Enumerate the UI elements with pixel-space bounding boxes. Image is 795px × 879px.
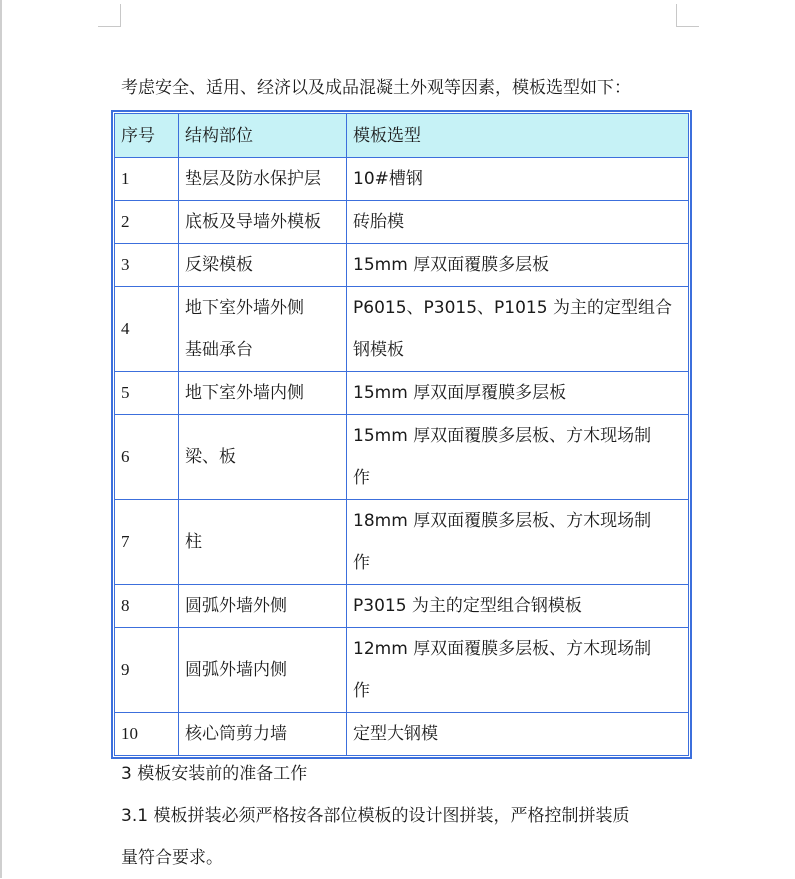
row-formwork-type	[347, 500, 689, 585]
structure-part-line: 底板及导墙外模板	[185, 212, 321, 232]
structure-part-line: 核心筒剪力墙	[185, 724, 287, 744]
section-heading: 3 模板安装前的准备工作	[121, 764, 308, 784]
margin-corner-mark-right	[676, 4, 699, 27]
structure-part-line: 反梁模板	[185, 255, 253, 275]
structure-part-line: 地下室外墙内侧	[185, 383, 304, 403]
table-row	[115, 500, 689, 585]
formwork-type-line: 砖胎模	[353, 212, 404, 232]
formwork-type-line: 作	[353, 681, 370, 701]
row-seq-no: 3	[115, 244, 179, 287]
table-row	[115, 244, 689, 287]
row-seq-no: 2	[115, 201, 179, 244]
formwork-type-line: 15mm 厚双面覆膜多层板	[353, 255, 550, 275]
table-row	[115, 585, 689, 628]
row-seq-no: 1	[115, 158, 179, 201]
table-row	[115, 201, 689, 244]
page-left-edge	[0, 0, 2, 878]
row-structure-part	[179, 415, 347, 500]
margin-corner-mark-left	[98, 4, 121, 27]
intro-paragraph: 考虑安全、适用、经济以及成品混凝土外观等因素，模板选型如下：	[121, 78, 631, 98]
table-row	[115, 287, 689, 372]
row-formwork-type	[347, 158, 689, 201]
formwork-type-line: 18mm 厚双面覆膜多层板、方木现场制	[353, 511, 652, 531]
row-formwork-type	[347, 415, 689, 500]
table-header-row	[115, 114, 689, 158]
row-structure-part	[179, 628, 347, 713]
row-formwork-type	[347, 713, 689, 756]
paragraph-3-1-line-1: 3.1 模板拼装必须严格按各部位模板的设计图拼装，严格控制拼装质	[121, 806, 630, 826]
row-structure-part	[179, 713, 347, 756]
structure-part-line: 梁、板	[185, 447, 236, 467]
paragraph-3-1-line-2: 量符合要求。	[121, 848, 223, 868]
header-formwork-type: 模板选型	[347, 114, 689, 158]
table-row	[115, 628, 689, 713]
formwork-type-line: 作	[353, 468, 370, 488]
structure-part-line: 圆弧外墙外侧	[185, 596, 287, 616]
row-seq-no: 4	[115, 287, 179, 372]
formwork-type-line: 15mm 厚双面厚覆膜多层板	[353, 383, 567, 403]
table-row	[115, 713, 689, 756]
row-structure-part	[179, 372, 347, 415]
formwork-type-line: 钢模板	[353, 340, 404, 360]
row-formwork-type	[347, 628, 689, 713]
formwork-type-line: P3015 为主的定型组合钢模板	[353, 596, 582, 616]
structure-part-line: 圆弧外墙内侧	[185, 660, 287, 680]
row-structure-part	[179, 201, 347, 244]
row-structure-part	[179, 585, 347, 628]
formwork-type-line: 定型大钢模	[353, 724, 438, 744]
table-row	[115, 158, 689, 201]
table-row	[115, 415, 689, 500]
row-seq-no: 8	[115, 585, 179, 628]
formwork-type-line: P6015、P3015、P1015 为主的定型组合	[353, 298, 672, 318]
row-seq-no: 6	[115, 415, 179, 500]
row-seq-no: 5	[115, 372, 179, 415]
structure-part-line: 地下室外墙外侧	[185, 298, 304, 318]
row-formwork-type	[347, 372, 689, 415]
row-seq-no: 9	[115, 628, 179, 713]
formwork-type-line: 作	[353, 553, 370, 573]
formwork-type-line: 15mm 厚双面覆膜多层板、方木现场制	[353, 426, 652, 446]
formwork-type-line: 12mm 厚双面覆膜多层板、方木现场制	[353, 639, 652, 659]
row-structure-part	[179, 158, 347, 201]
header-seq-no: 序号	[115, 114, 179, 158]
formwork-type-line: 10#槽钢	[353, 169, 423, 189]
row-formwork-type	[347, 244, 689, 287]
row-structure-part	[179, 287, 347, 372]
row-seq-no: 7	[115, 500, 179, 585]
table-row	[115, 372, 689, 415]
row-formwork-type	[347, 585, 689, 628]
row-structure-part	[179, 500, 347, 585]
row-formwork-type	[347, 287, 689, 372]
structure-part-line: 垫层及防水保护层	[185, 169, 321, 189]
header-structure-part: 结构部位	[179, 114, 347, 158]
row-structure-part	[179, 244, 347, 287]
structure-part-line: 基础承台	[185, 340, 253, 360]
structure-part-line: 柱	[185, 532, 202, 552]
formwork-selection-table	[111, 110, 692, 759]
row-seq-no: 10	[115, 713, 179, 756]
row-formwork-type	[347, 201, 689, 244]
